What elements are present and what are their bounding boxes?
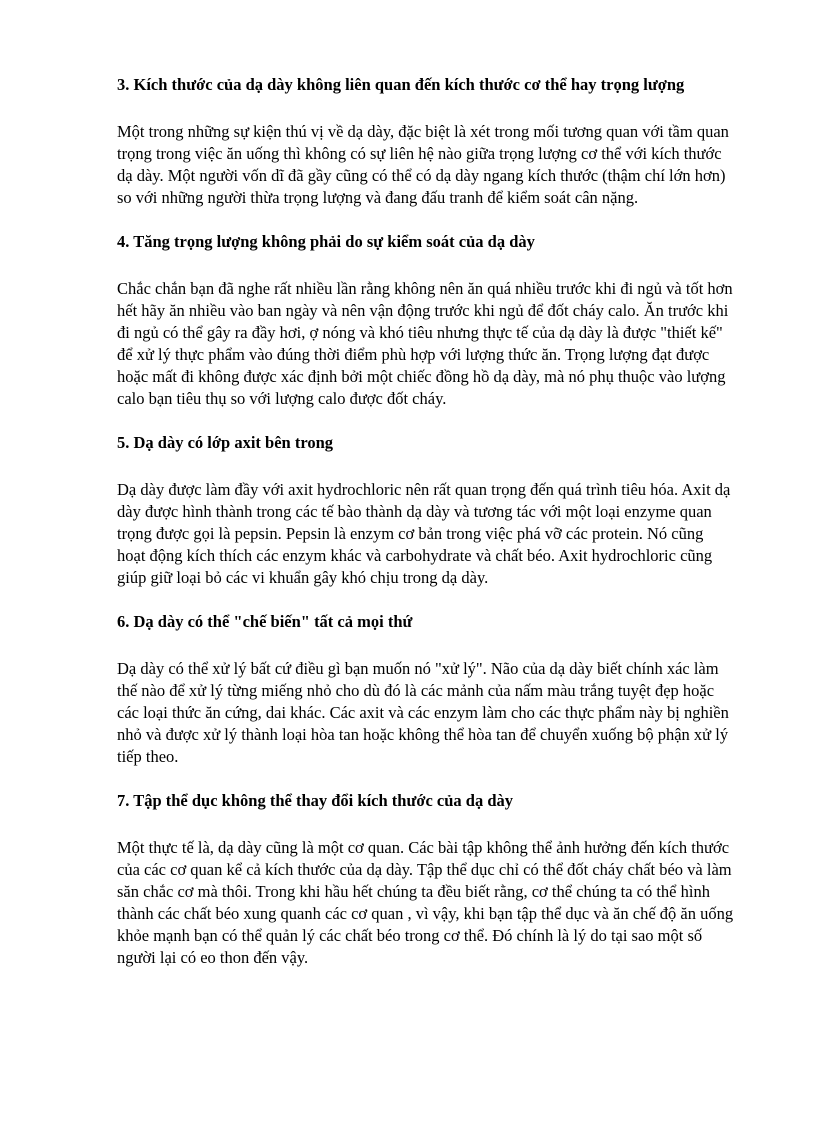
section-paragraph: Một thực tế là, dạ dày cũng là một cơ quan. Các bài tập không thể ảnh hưởng đến kích thước của các cơ quan kể cả kích thước của dạ dày. Tập thể dục chỉ có thể đốt cháy chất béo và làm săn chắc cơ mà thôi. Trong khi hầu hết chúng ta đều biết rằng, cơ thể chúng ta có thể hình thành các chất béo xung quanh các cơ quan , vì vậy, khi bạn tập thể dục và ăn chế độ ăn uống khỏe mạnh bạn có thể quản lý các chất béo trong cơ thể. Đó chính là lý do tại sao một số người lại có eo thon đến vậy. [117,838,734,967]
section-heading: 5. Dạ dày có lớp axit bên trong [117,433,334,452]
section-heading: 3. Kích thước của dạ dày không liên quan đến kích thước cơ thể hay trọng lượng [117,75,685,94]
section-6 [117,611,735,768]
section-4 [117,231,735,410]
section-heading: 6. Dạ dày có thể "chế biến" tất cả mọi thứ [117,612,413,631]
section-paragraph: Một trong những sự kiện thú vị về dạ dày, đặc biệt là xét trong mối tương quan với tầm quan trọng trong việc ăn uống thì không có sự liên hệ nào giữa trọng lượng cơ thể với kích thước dạ dày. Một người vốn dĩ đã gầy cũng có thể có dạ dày ngang kích thước (thậm chí lớn hơn) so với những người thừa trọng lượng và đang đấu tranh để kiểm soát cân nặng. [117,122,729,207]
section-heading: 4. Tăng trọng lượng không phải do sự kiểm soát của dạ dày [117,232,535,251]
section-paragraph: Dạ dày được làm đầy với axit hydrochloric nên rất quan trọng đến quá trình tiêu hóa. Axit dạ dày được hình thành trong các tế bào thành dạ dày và tương tác với một loại enzyme quan trọng được gọi là pepsin. Pepsin là enzym cơ bản trong việc phá vỡ các protein. Nó cũng hoạt động kích thích các enzym khác và carbohydrate và chất béo. Axit hydrochloric cũng giúp giữ loại bỏ các vi khuẩn gây khó chịu trong dạ dày. [117,480,731,587]
document-page [117,74,735,991]
section-paragraph: Dạ dày có thể xử lý bất cứ điều gì bạn muốn nó "xử lý". Não của dạ dày biết chính xác làm thế nào để xử lý từng miếng nhỏ cho dù đó là các mảnh của nấm màu trắng tuyệt đẹp hoặc các loại thức ăn cứng, dai khác. Các axit và các enzym làm cho các thực phẩm này bị nghiền nhỏ và được xử lý thành loại hòa tan hoặc không thể hòa tan để chuyển xuống bộ phận xử lý tiếp theo. [117,659,729,766]
section-5 [117,432,735,589]
section-7 [117,790,735,969]
section-paragraph: Chắc chắn bạn đã nghe rất nhiều lần rằng không nên ăn quá nhiều trước khi đi ngủ và tốt hơn hết hãy ăn nhiều vào ban ngày và nên vận động trước khi ngủ để đốt cháy calo. Ăn trước khi đi ngủ có thể gây ra đầy hơi, ợ nóng và khó tiêu nhưng thực tế của dạ dày là được "thiết kế" để xử lý thực phẩm vào đúng thời điểm phù hợp với lượng thức ăn. Trọng lượng đạt được hoặc mất đi không được xác định bởi một chiếc đồng hồ dạ dày, mà nó phụ thuộc vào lượng calo bạn tiêu thụ so với lượng calo được đốt cháy. [117,279,733,408]
section-3 [117,74,735,209]
section-heading: 7. Tập thể dục không thể thay đổi kích thước của dạ dày [117,791,514,810]
